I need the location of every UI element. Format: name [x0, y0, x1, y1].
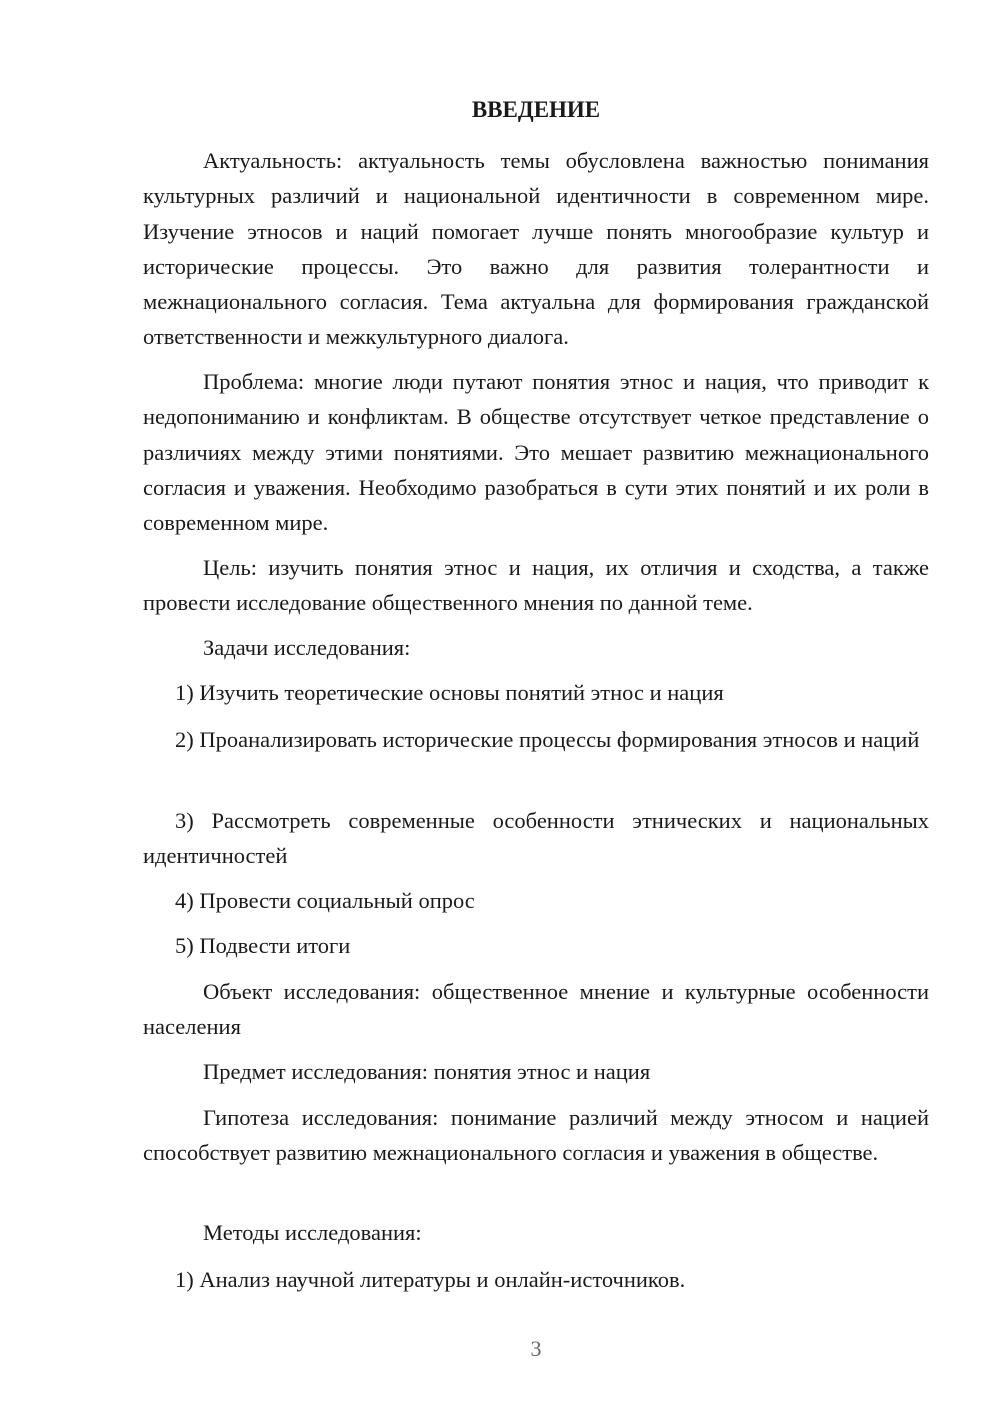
paragraph-goal: Цель: изучить понятия этнос и нация, их отличия и сходства, а также провести исследование общественного мнения по данной теме.	[143, 555, 929, 616]
paragraph-problem: Проблема: многие люди путают понятия этнос и нация, что приводит к недопониманию и конфликтам. В обществе отсутствует четкое представление о различиях между этими понятиями. Это мешает развитию межнационального согласия и уважения. Необходимо разобраться в сути этих понятий и их роли в современном мире.	[143, 369, 929, 536]
paragraph-methods-heading: Методы исследования:	[203, 1220, 422, 1245]
page-number: 3	[530, 1336, 542, 1361]
list-item-task-4: 4) Провести социальный опрос	[175, 888, 475, 913]
list-item-task-2: 2) Проанализировать исторические процессы формирования этносов и наций	[175, 727, 920, 752]
paragraph-tasks-heading: Задачи исследования:	[203, 635, 411, 660]
list-item-method-1: 1) Анализ научной литературы и онлайн-источников.	[175, 1267, 686, 1292]
paragraph-object: Объект исследования: общественное мнение и культурные особенности населения	[143, 979, 929, 1040]
list-item-task-3: 3) Рассмотреть современные особенности этнических и национальных идентичностей	[143, 808, 929, 869]
paragraph-hypothesis: Гипотеза исследования: понимание различий между этносом и нацией способствует развитию межнационального согласия и уважения в обществе.	[143, 1105, 929, 1166]
list-item-task-5: 5) Подвести итоги	[175, 933, 351, 958]
page-title: ВВЕДЕНИЕ	[471, 97, 601, 122]
list-item-task-1: 1) Изучить теоретические основы понятий этнос и нация	[175, 680, 724, 705]
paragraph-subject: Предмет исследования: понятия этнос и нация	[203, 1059, 651, 1084]
paragraph-relevance: Актуальность: актуальность темы обусловлена важностью понимания культурных различий и национальной идентичности в современном мире. Изучение этносов и наций помогает лучше понять многообразие культур и исторические процессы. Это важно для развития толерантности и межнационального согласия. Тема актуальна для формирования гражданской ответственности и межкультурного диалога.	[143, 148, 929, 350]
